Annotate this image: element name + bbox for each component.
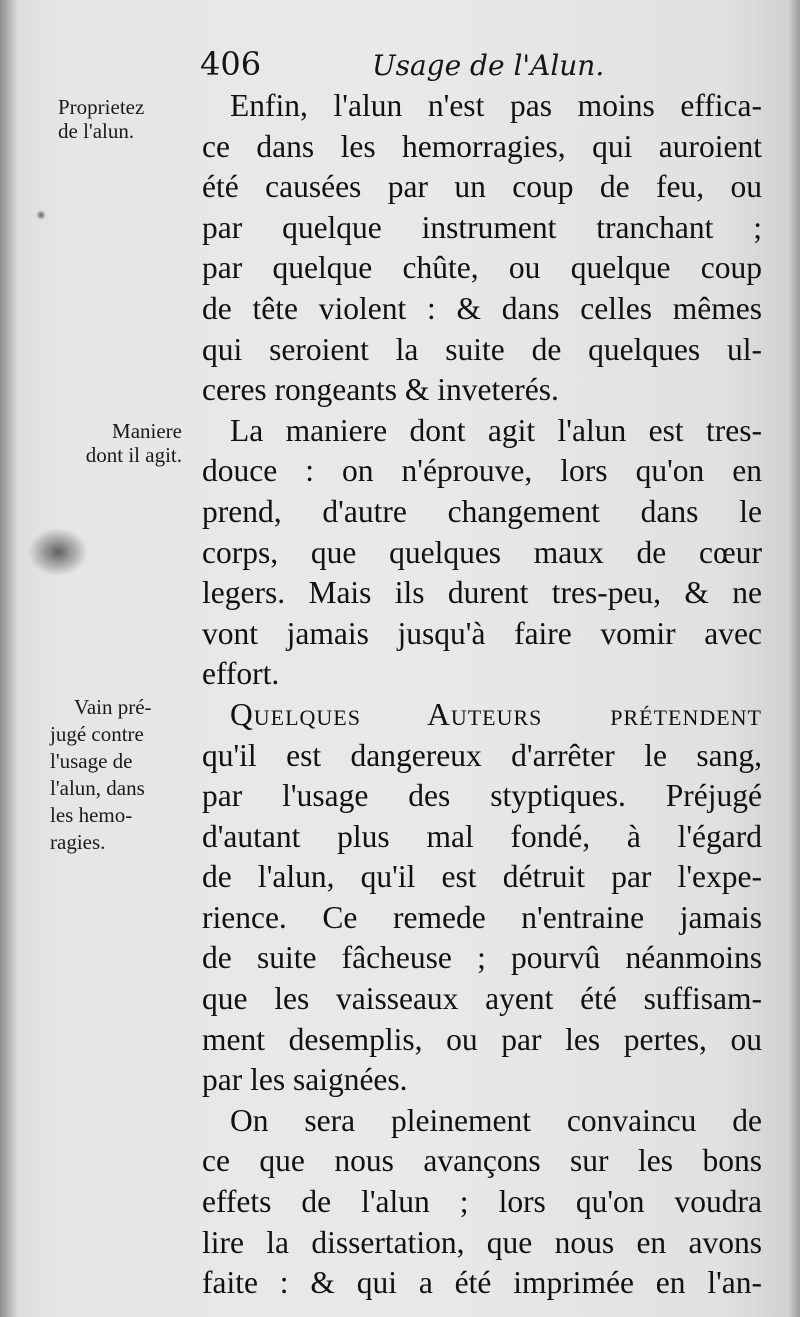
margin-note-line: de l'alun.: [58, 118, 135, 143]
text-line: ce dans les hemorragies, qui auroient: [202, 128, 762, 164]
page-number: 406: [200, 45, 262, 83]
margin-note-line: ragies.: [50, 830, 106, 854]
text-line: qui seroient la suite de quelques ul-: [202, 331, 762, 367]
main-text-block: [202, 86, 762, 1304]
text-line: par quelque chûte, ou quelque coup: [202, 250, 762, 286]
margin-note-line: Proprietez: [58, 95, 145, 119]
text-line: On sera pleinement convaincu de: [230, 1102, 762, 1138]
text-line: effets de l'alun ; lors qu'on voudra: [202, 1184, 762, 1220]
text-line: de l'alun, qu'il est détruit par l'expe-: [202, 859, 762, 895]
text-line: Enfin, l'alun n'est pas moins effica-: [230, 88, 762, 123]
margin-note-line: Maniere: [112, 419, 182, 443]
margin-note-line: jugé contre: [50, 722, 144, 746]
text-line: effort.: [202, 656, 280, 692]
text-line: ce que nous avançons sur les bons: [202, 1143, 762, 1179]
text-line: legers. Mais ils durent tres-peu, & ne: [202, 575, 762, 611]
text-line: prend, d'autre changement dans le: [202, 493, 762, 529]
text-line: par quelque instrument tranchant ;: [202, 209, 762, 245]
text-line: par les saignées.: [202, 1062, 408, 1098]
text-line: La maniere dont agit l'alun est tres-: [230, 412, 762, 448]
text-line: douce : on n'éprouve, lors qu'on en: [202, 453, 762, 489]
text-line: de suite fâcheuse ; pourvû néanmoins: [202, 940, 762, 976]
margin-note-line: l'usage de: [50, 749, 133, 773]
text-line: que les vaisseaux ayent été suffisam-: [202, 981, 762, 1017]
page-gutter-shadow: [0, 0, 18, 1317]
margin-note-line: Vain pré-: [74, 695, 152, 719]
margin-note-line: dont il agit.: [85, 442, 182, 467]
margin-note-maniere: [40, 420, 182, 467]
text-line: vont jamais jusqu'à faire vomir avec: [202, 615, 762, 651]
ink-spot: [36, 210, 46, 220]
text-line: été causées par un coup de feu, ou: [202, 169, 762, 205]
text-line: ceres rongeants & inveterés.: [202, 372, 559, 408]
text-line: qu'il est dangereux d'arrêter le sang,: [202, 737, 762, 773]
running-head: [200, 44, 640, 84]
text-line: corps, que quelques maux de cœur: [202, 534, 762, 570]
text-line: Quelques Auteurs prétendent: [230, 696, 762, 732]
text-line: ment desemplis, ou par les pertes, ou: [202, 1021, 762, 1057]
running-title: Usage de l'Alun.: [372, 49, 605, 82]
margin-note-line: les hemo-: [50, 803, 133, 827]
ink-smudge: [28, 528, 88, 576]
text-line: lire la dissertation, que nous en avons: [202, 1224, 762, 1260]
page-edge-shadow: [788, 0, 800, 1317]
text-line: d'autant plus mal fondé, à l'égard: [202, 818, 762, 854]
margin-note-proprietez: [58, 96, 144, 143]
text-line: rience. Ce remede n'entraine jamais: [202, 899, 762, 935]
text-line: par l'usage des styptiques. Préjugé: [202, 778, 762, 814]
text-line: de tête violent : & dans celles mêmes: [202, 290, 762, 326]
margin-note-line: l'alun, dans: [50, 776, 145, 800]
text-line: faite : & qui a été imprimée en l'an-: [202, 1265, 762, 1301]
margin-note-vain-prejuge: [50, 694, 152, 856]
